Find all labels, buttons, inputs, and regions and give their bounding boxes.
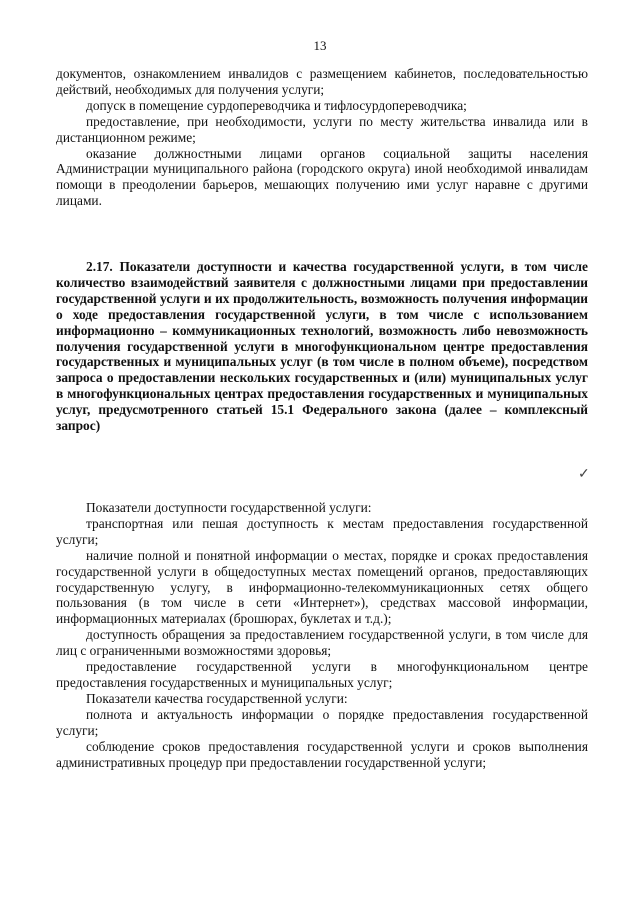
availability-item: доступность обращения за предоставлением государственной услуги, в том числе для лиц с ограниченными возможностями здоровья; <box>56 627 588 659</box>
availability-item: транспортная или пешая доступность к местам предоставления государственной услуги; <box>56 515 588 547</box>
quality-item: соблюдение сроков предоставления государственной услуги и сроков выполнения административных процедур при предоставлении государственной услуги; <box>56 738 588 770</box>
section-heading: 2.17. Показатели доступности и качества государственной услуги, в том числе количество взаимодействий заявителя с должностными лицами при предоставлении государственной услуги и их продолжительность, возможность получения информации о ходе предоставления государственной услуги, в том числе с использованием информационно – коммуникационных технологий, возможность либо невозможность получения государственной услуги в многофункциональном центре предоставления государственных и муниципальных услуг (в том числе в полном объеме), посредством запроса о предоставлении нескольких государственных и (или) муниципальных услуг в многофункциональных центрах предоставления государственных и муниципальных услуг, предусмотренного статьей 15.1 Федерального закона (далее – комплексный запрос) <box>56 259 588 434</box>
check-mark-icon: ✓ <box>578 467 590 482</box>
availability-title: Показатели доступности государственной услуги: <box>86 500 372 515</box>
quality-title: Показатели качества государственной услуги: <box>86 690 348 706</box>
availability-item: наличие полной и понятной информации о местах, порядке и сроках предоставления государственной услуги в общедоступных местах помещений органов, предоставляющих государственную услугу, в информационно-телекоммуникационных сетях общего пользования (в том числе в сети «Интернет»), средствах массовой информации, информационных материалах (брошюрах, буклетах и т.д.); <box>56 547 588 627</box>
top-text-block <box>56 66 588 209</box>
page-number: 13 <box>313 38 327 53</box>
paragraph-interpreter-access: допуск в помещение сурдопереводчика и тифлосурдопереводчика; <box>86 97 467 113</box>
paragraph-documents: документов, ознакомлением инвалидов с размещением кабинетов, последовательностью действий, необходимых для получения услуги; <box>56 66 588 97</box>
availability-item: предоставление государственной услуги в многофункциональном центре предоставления государственных и муниципальных услуг; <box>56 659 588 690</box>
paragraph-assistance: оказание должностными лицами органов социальной защиты населения Администрации муниципального района (городского округа) иной необходимой инвалидам помощи в преодолении барьеров, мешающих получению ими услуг наравне с другими лицами. <box>56 145 588 209</box>
paragraph-home-service: предоставление, при необходимости, услуги по месту жительства инвалида или в дистанционном режиме; <box>56 113 588 145</box>
indicators-block <box>56 500 588 770</box>
section-heading-block <box>56 259 588 434</box>
quality-item: полнота и актуальность информации о порядке предоставления государственной услуги; <box>56 706 588 738</box>
